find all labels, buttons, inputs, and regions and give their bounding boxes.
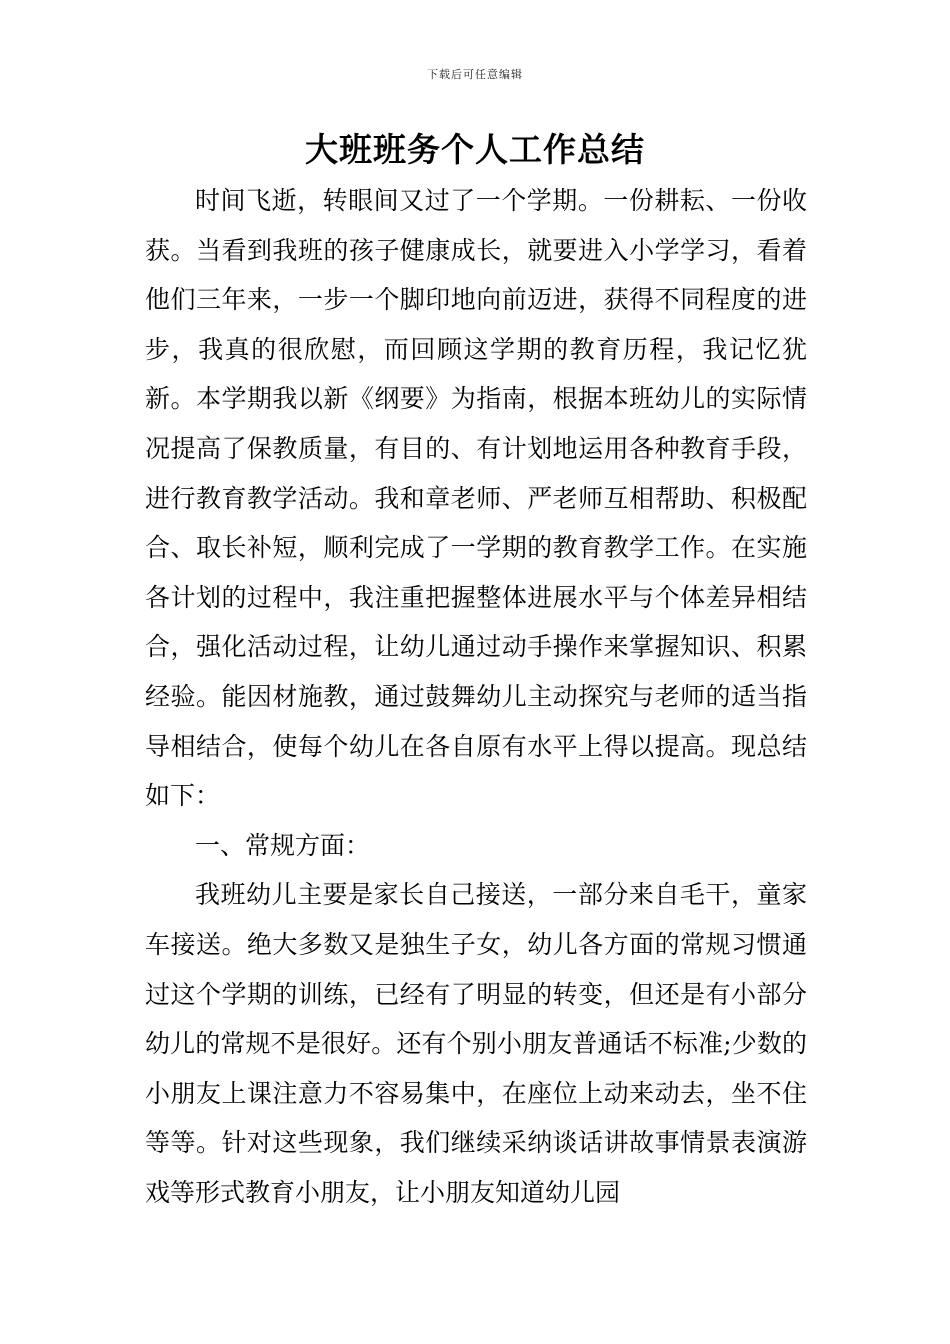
document-title: 大班班务个人工作总结 [305,130,645,169]
paragraph-intro: 时间飞逝，转眼间又过了一个学期。一份耕耘、一份收获。当看到我班的孩子健康成长，就要进入小学学习，看着他们三年来，一步一个脚印地向前迈进，获得不同程度的进步，我真的很欣慰，而回顾这学期的教育历程，我记忆犹新。本学期我以新《纲要》为指南，根据本班幼儿的实际情况提高了保教质量，有目的、有计划地运用各种教育手段，进行教育教学活动。我和章老师、严老师互相帮助、积极配合、取长补短，顺利完成了一学期的教育教学工作。在实施各计划的过程中，我注重把握整体进展水平与个体差异相结合，强化活动过程，让幼儿通过动手操作来掌握知识、积累经验。能因材施教，通过鼓舞幼儿主动探究与老师的适当指导相结合，使每个幼儿在各自原有水平上得以提高。现总结如下： [145,186,807,811]
paragraph-routine: 我班幼儿主要是家长自己接送，一部分来自毛干，童家车接送。绝大多数又是独生子女，幼儿各方面的常规习惯通过这个学期的训练，已经有了明显的转变，但还是有小部分幼儿的常规不是很好。还有个别小朋友普通话不标准;少数的小朋友上课注意力不容易集中，在座位上动来动去，坐不住等等。针对这些现象，我们继续采纳谈话讲故事情景表演游戏等形式教育小朋友，让小朋友知道幼儿园 [145,880,807,1207]
header-note: 下载后可任意编辑 [427,68,523,81]
section-heading-routine: 一、常规方面： [195,830,371,860]
document-body [145,176,807,1217]
